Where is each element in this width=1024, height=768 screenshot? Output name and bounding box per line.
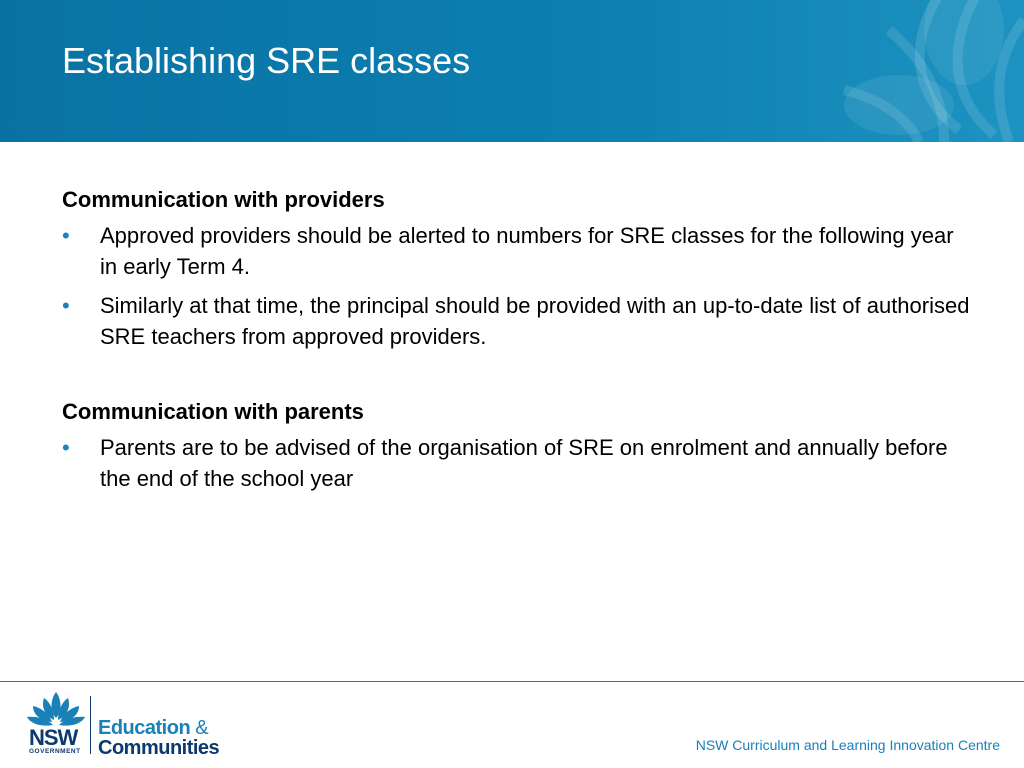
footer-credit: NSW Curriculum and Learning Innovation Centre [695,737,1000,753]
logo-government-text: GOVERNMENT [29,748,81,755]
slide-header [0,0,1024,142]
org-name-line1 [98,717,208,739]
bullet-item [62,432,972,494]
bullet-dot-icon: • [62,435,70,460]
section-heading-providers: Communication with providers [62,187,385,212]
org-name-line2: Communities [98,737,220,759]
org-name-education: Education [98,717,191,739]
bullet-text: Parents are to be advised of the organisation of SRE on enrolment and annually before the end of the school year [100,435,948,491]
section-heading-parents: Communication with parents [62,399,364,424]
logo-divider [90,696,91,754]
bullet-dot-icon: • [62,293,70,318]
slide-title: Establishing SRE classes [62,40,471,81]
section-spacer [62,360,972,396]
nsw-government-logo [26,690,226,760]
org-name-ampersand: & [195,717,209,739]
bullet-dot-icon: • [62,223,70,248]
bullet-text: Approved providers should be alerted to numbers for SRE classes for the following year in early Term 4. [100,223,954,279]
logo-nsw-text: NSW [29,725,78,750]
bullet-item [62,290,972,352]
bullet-item [62,220,972,282]
bullet-list-providers [62,220,972,352]
waratah-watermark-icon [694,0,1024,142]
slide-body [62,184,972,502]
slide-footer [0,682,1024,768]
bullet-text: Similarly at that time, the principal should be provided with an up-to-date list of authorised SRE teachers from approved providers. [100,293,970,349]
bullet-list-parents [62,432,972,494]
